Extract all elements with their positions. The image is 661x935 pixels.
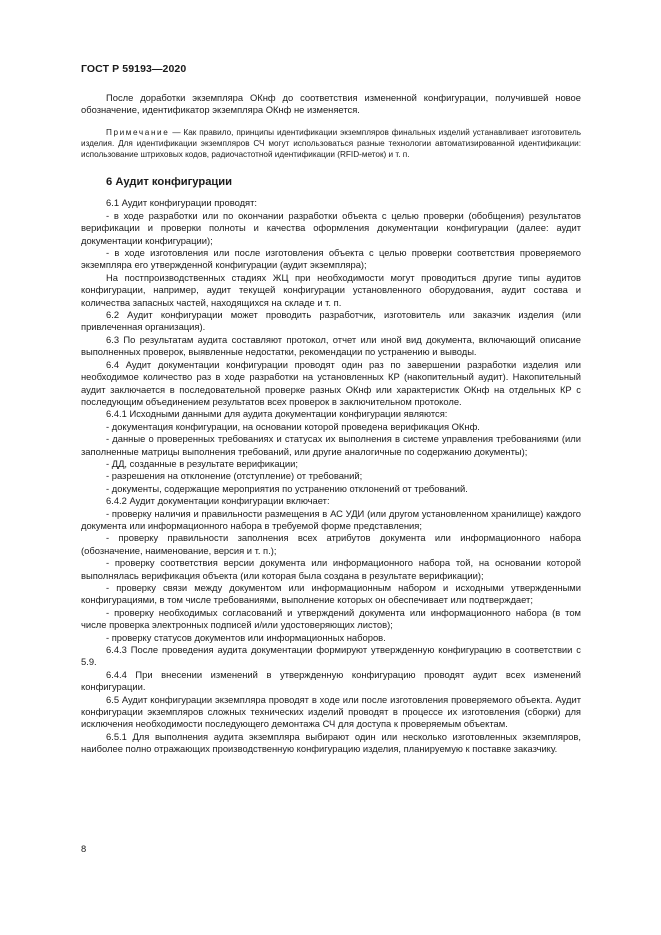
list-item: - проверку необходимых согласований и утверждений документа или информационного набора (в том числе проверка электронных подписей и/или удостоверяющих листов); [81,606,581,631]
list-item: - документация конфигурации, на основании которой проведена верификация ОКнф. [106,420,480,432]
list-item: - в ходе изготовления или после изготовления объекта с целью проверки соответствия проверяемого экземпляра его утвержденной конфигурации (аудит экземпляра); [81,247,581,271]
list-item: - проверку соответствия версии документа или информационного набора той, на основании которой выполнялась верификация объекта (или которая была создана в результате верификации); [81,557,581,581]
list-item: - разрешения на отклонение (отступление) от требований; [106,470,363,482]
list-item: - проверку связи между документом или информационным набором и исходными утвержденными конфигурациями, в том числе требованиями, выполнение которых он обеспечивает или подтверждает; [81,582,581,606]
list-item: - в ходе разработки или по окончании разработки объекта с целью проверки (обобщения) результатов верификации и проверки полноты и качества оформления документации конфигурации (далее: аудит документации конфигурации); [81,209,581,246]
paragraph-6-4-1: 6.4.1 Исходными данными для аудита документации конфигурации являются: [106,408,448,420]
document-code: ГОСТ Р 59193—2020 [81,63,187,75]
paragraph-6-4-2: 6.4.2 Аудит документации конфигурации включает: [106,495,330,507]
paragraph-6-2: 6.2 Аудит конфигурации может проводить разработчик, изготовитель или заказчик изделия (или привлеченная организация). [81,309,581,333]
note-text: — Как правило, принципы идентификации экземпляров финальных изделий устанавливает изготовитель изделия. Для идентификации экземпляров СЧ могут использоваться разные технологии автоматизированной идентификации: использование штриховых кодов, радиочастотной идентификации (RFID-меток) и т. п. [81,127,581,160]
section-heading: 6 Аудит конфигурации [106,176,233,189]
paragraph-6-5: 6.5 Аудит конфигурации экземпляра проводят в ходе или после изготовления проверяемого объекта. Аудит конфигурации экземпляров сложных технических изделий проводят в процессе их изготовления (сборки) для исключения необходимости последующего демонтажа СЧ для доступа к проверяемым объектам. [81,693,581,730]
paragraph-6-3: 6.3 По результатам аудита составляют протокол, отчет или иной вид документа, включающий описание выполненных проверок, выявленные недостатки, рекомендации по устранению и выводы. [81,333,581,358]
intro-paragraph: После доработки экземпляра ОКнф до соответствия измененной конфигурации, получившей новое обозначение, идентификатор экземпляра ОКнф не изменяется. [81,92,581,116]
paragraph-6-4-3: 6.4.3 После проведения аудита документации формируют утвержденную конфигурацию в соответствии с 5.9. [81,644,581,668]
list-item: - ДД, созданные в результате верификации; [106,457,298,469]
list-item: - проверку наличия и правильности размещения в АС УДИ (или другом установленном хранилище) каждого документа или информационного набора в требуемой форме представления; [81,507,581,531]
paragraph: На постпроизводственных стадиях ЖЦ при необходимости могут проводиться другие типы аудитов конфигурации, например, аудит текущей конфигурации установленного оборудования, аудит состава и количества запасных частей, находящихся на складе и т. п. [81,271,581,308]
note-label: Примечание [106,127,170,137]
note-paragraph [81,127,581,161]
list-item: - документы, содержащие мероприятия по устранению отклонений от требований. [106,482,468,494]
paragraph-6-1: 6.1 Аудит конфигурации проводят: [106,197,258,209]
page-body [81,92,581,756]
list-item: - данные о проверенных требованиях и статусах их выполнения в системе управления требованиями (или заполненные матрицы выполнения требований, или другие аналогичные по содержанию документы); [81,433,581,457]
paragraph-6-5-1: 6.5.1 Для выполнения аудита экземпляра выбирают один или несколько изготовленных экземпляров, наиболее полно отражающих производственную конфигурацию изделия, планируемую к поставке заказчику. [81,730,581,755]
list-item: - проверку статусов документов или информационных наборов. [106,631,386,643]
page-number: 8 [81,843,87,854]
list-item: - проверку правильности заполнения всех атрибутов документа или информационного набора (обозначение, наименование, версия и т. п.); [81,532,581,556]
paragraph-6-4: 6.4 Аудит документации конфигурации проводят один раз по завершении разработки изделия или необходимое количество раз в ходе разработки на установленных КР (накопительный аудит). Накопительный аудит заключается в последовательной проверке разных ОКнф или характеристик ОКнф на отдельных КР с последующим объединением результатов всех проверок в заключительном протоколе. [81,358,581,407]
paragraph-6-4-4: 6.4.4 При внесении изменений в утвержденную конфигурацию проводят аудит всех изменений конфигурации. [81,668,581,693]
